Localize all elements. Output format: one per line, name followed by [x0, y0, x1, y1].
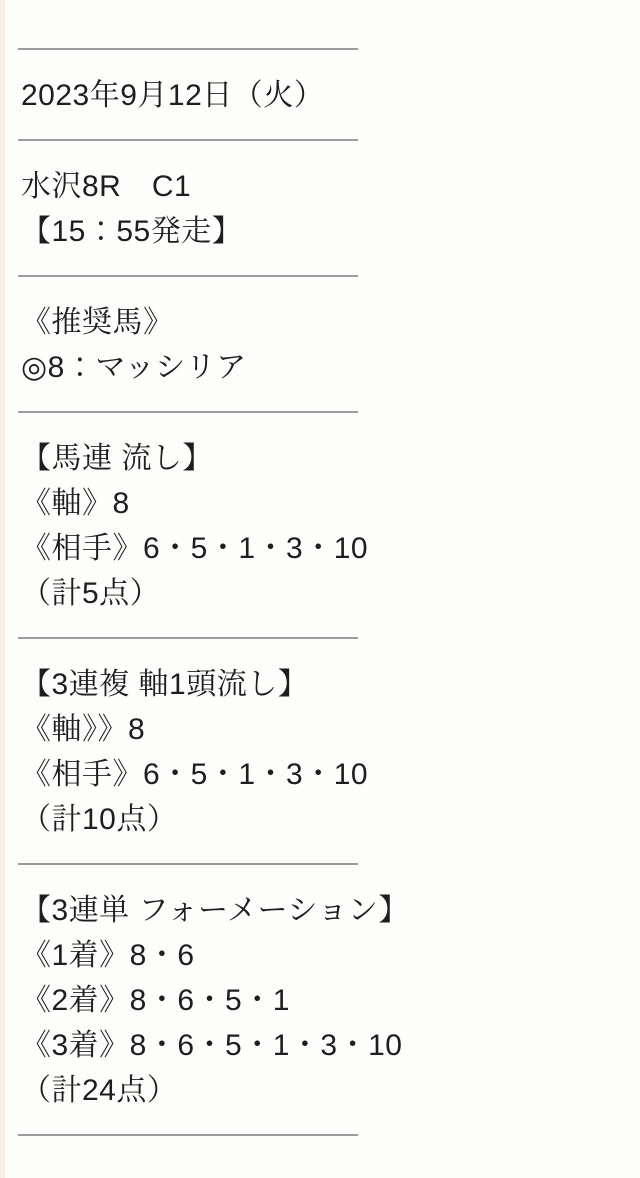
recommended-horse: ◎8：マッシリア: [21, 351, 247, 384]
date-section: [0, 50, 640, 139]
race-start-time: 【15：55発走】: [21, 215, 243, 248]
divider: [18, 1134, 358, 1136]
bet-third-line: 《3着》8・6・5・1・3・10: [21, 1029, 403, 1062]
bet-umaren-section: [0, 413, 640, 637]
race-info-section: [0, 141, 640, 275]
bet-axis-line: 《軸》8: [21, 487, 130, 520]
bet-title: 【馬連 流し】: [21, 442, 213, 475]
bet-title: 【3連単 フォーメーション】: [21, 894, 409, 927]
bet-total-line: （計24点）: [21, 1074, 178, 1107]
bet-sanrenpuku-section: [0, 639, 640, 863]
bet-total-line: （計10点）: [21, 803, 178, 836]
bet-title: 【3連複 軸1頭流し】: [21, 668, 309, 701]
bet-total-line: （計5点）: [21, 577, 161, 610]
left-edge-strip: [0, 0, 5, 1178]
race-date: 2023年9月12日（火）: [21, 79, 325, 112]
recommendation-heading: 《推奨馬》: [21, 306, 174, 339]
bet-second-line: 《2着》8・6・5・1: [21, 984, 290, 1017]
bet-partners-line: 《相手》6・5・1・3・10: [21, 532, 369, 565]
recommendation-section: [0, 277, 640, 411]
bet-axis-line: 《軸》》8: [21, 713, 146, 746]
race-name: 水沢8R C1: [21, 170, 192, 203]
bet-first-line: 《1着》8・6: [21, 939, 195, 972]
bet-partners-line: 《相手》6・5・1・3・10: [21, 758, 369, 791]
bet-sanrentan-section: [0, 865, 640, 1134]
